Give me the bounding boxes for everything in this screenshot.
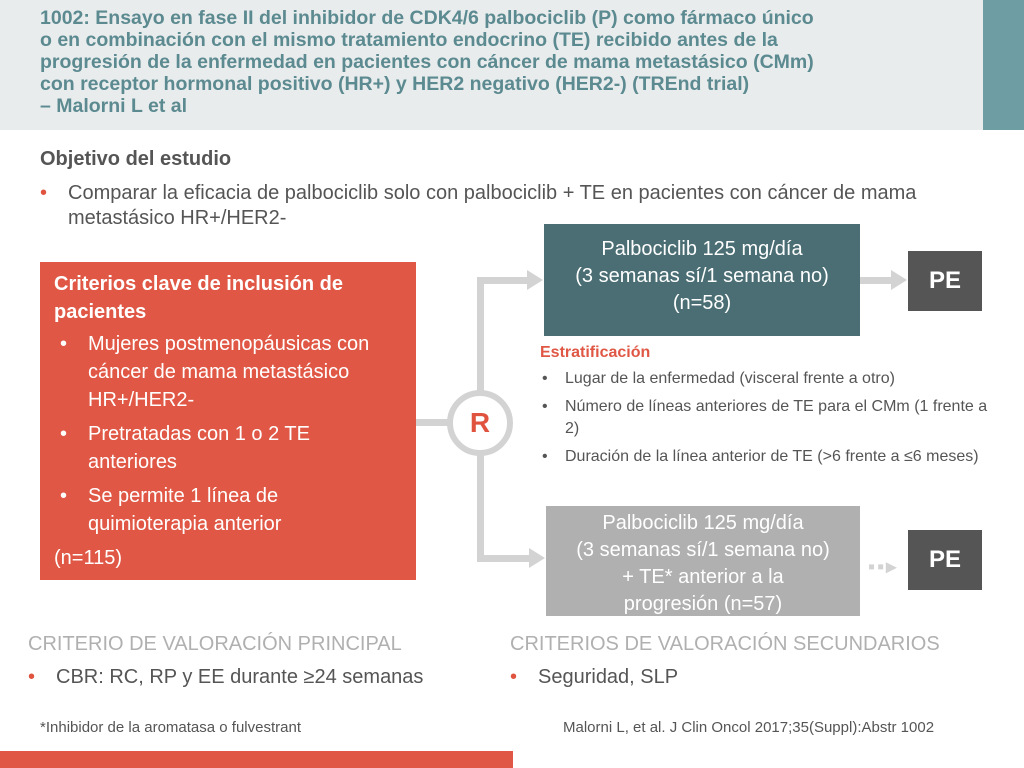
arm-line: (3 semanas sí/1 semana no) (575, 265, 829, 287)
secondary-endpoint-bullet (510, 666, 678, 689)
arm-palbociclib-alone (544, 224, 860, 336)
inclusion-criteria-box (40, 262, 416, 580)
citation: Malorni L, et al. J Clin Oncol 2017;35(Suppl):Abstr 1002 (563, 719, 935, 736)
arm-line: progresión (n=57) (623, 593, 783, 615)
primary-endpoint-bullet (28, 666, 423, 689)
objective-text: Comparar la eficacia de palbociclib solo con palbociclib + TE en pacientes con cáncer de mama metastásico HR+/HER2- (68, 182, 917, 229)
criteria-item: • Se permite 1 línea de quimioterapia anterior (54, 482, 402, 538)
arm-line: (3 semanas sí/1 semana no) (576, 539, 830, 561)
arrow-to-bottom-arm-icon (529, 548, 545, 568)
connector-top-pe (860, 277, 892, 284)
stratification-title: Estratificación (540, 344, 651, 361)
stratification-item: • Número de líneas anteriores de TE para el CMm (1 frente a 2) (540, 396, 990, 440)
primary-endpoint-text: CBR: RC, RP y EE durante ≥24 semanas (56, 666, 424, 688)
secondary-endpoint-text: Seguridad, SLP (538, 666, 679, 688)
criteria-item: • Pretratadas con 1 o 2 TE anteriores (54, 420, 402, 476)
bullet-icon: • (510, 666, 518, 688)
criteria-sample-size: (n=115) (54, 547, 123, 569)
arm-line: + TE* anterior a la (622, 566, 784, 588)
dotted-arrow-icon: ▪▪▸ (868, 556, 899, 578)
footnote-left: *Inhibidor de la aromatasa o fulvestrant (40, 719, 301, 736)
arrow-to-top-arm-icon (527, 270, 543, 290)
criteria-item: • Mujeres postmenopáusicas con cáncer de mama metastásico HR+/HER2- (54, 330, 402, 414)
stratification-item: • Lugar de la enfermedad (visceral frente a otro) (540, 368, 990, 390)
stratification-item: • Duración de la línea anterior de TE (>6 frente a ≤6 meses) (540, 446, 990, 468)
slide-title: 1002: Ensayo en fase II del inhibidor de CDK4/6 palbociclib (P) como fármaco único o en combinación con el mismo tratamiento endocrino (TE) recibido antes de la progresión de la enfermedad en pacientes con cáncer de mama metastásico (CMm) con receptor hormonal positivo (HR+) y HER2 negativo (HER2-) (TREnd trial) – Malorni L et al (40, 7, 814, 117)
arm-line: (n=58) (672, 292, 732, 314)
secondary-endpoint-heading: CRITERIOS DE VALORACIÓN SECUNDARIOS (510, 633, 940, 655)
randomization-circle: R (447, 390, 513, 456)
footer-accent-bar (0, 751, 513, 768)
arrow-to-top-pe-icon (891, 270, 907, 290)
criteria-title: Criterios clave de inclusión de pacientes (54, 273, 343, 323)
arm-line: Palbociclib 125 mg/día (602, 512, 804, 534)
arm-palbociclib-plus-te (546, 506, 860, 616)
endpoint-pe-top: PE (908, 251, 982, 311)
criteria-list (54, 330, 402, 538)
endpoint-pe-bottom: PE (908, 530, 982, 590)
connector-top-arm (477, 277, 528, 284)
primary-endpoint-heading: CRITERIO DE VALORACIÓN PRINCIPAL (28, 633, 402, 655)
stratification-block (540, 344, 990, 474)
header-accent-bar (983, 0, 1024, 130)
stratification-list (540, 368, 990, 468)
arm-line: Palbociclib 125 mg/día (601, 238, 803, 260)
connector-bottom-arm (477, 555, 530, 562)
bullet-icon: • (28, 666, 36, 688)
bullet-icon: • (40, 182, 48, 204)
objective-heading: Objetivo del estudio (40, 148, 232, 170)
